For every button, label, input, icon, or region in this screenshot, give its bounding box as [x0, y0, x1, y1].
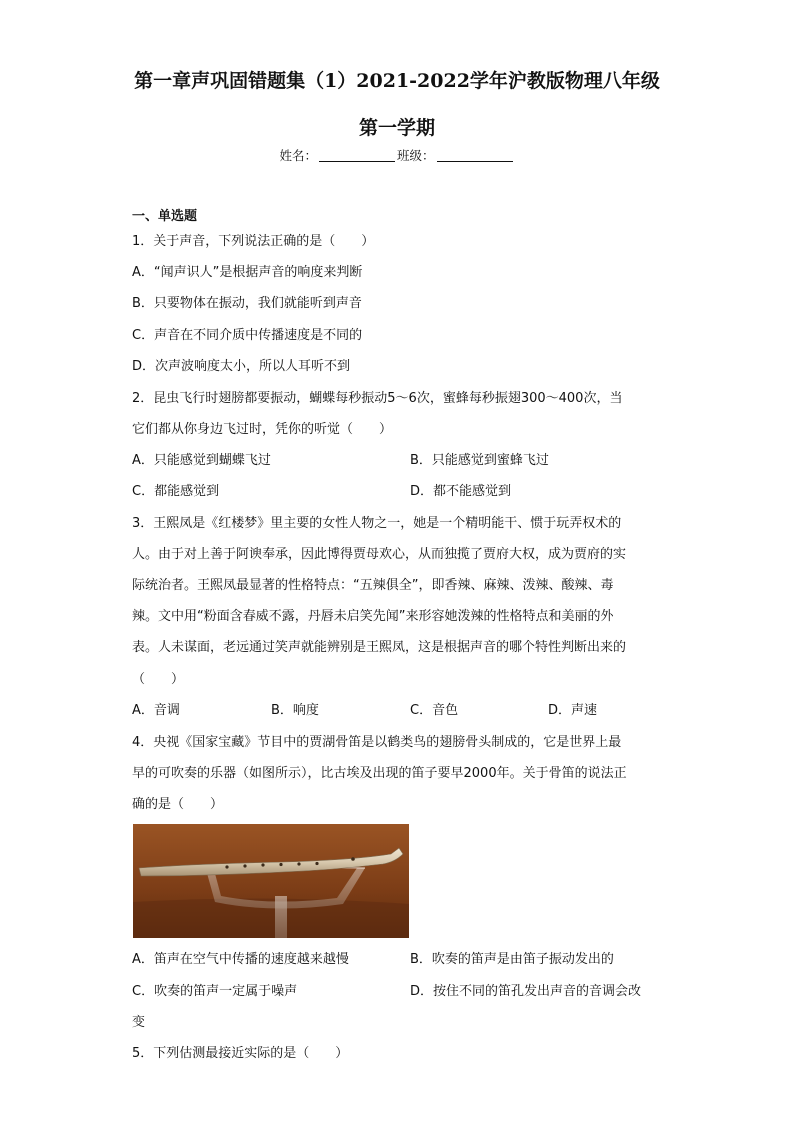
question-4-option-b: B．吹奏的笛声是由笛子振动发出的	[410, 952, 614, 967]
name-blank[interactable]	[319, 149, 395, 162]
bone-flute-photo	[133, 824, 409, 938]
bone-flute-illustration	[133, 824, 409, 938]
question-3-stem-line-3: 际统治者。王熙凤最显著的性格特点：“五辣俱全”，即香辣、麻辣、泼辣、酸辣、毒	[132, 578, 614, 593]
question-4-option-d: D．按住不同的笛孔发出声音的音调会改	[410, 984, 642, 999]
document-title-continued: 第一学期	[358, 117, 435, 139]
class-blank[interactable]	[437, 149, 513, 162]
document-title: 第一章声巩固错题集（1）2021-2022学年沪教版物理八年级	[134, 70, 660, 92]
question-3-option-d: D．声速	[548, 703, 598, 718]
question-4-option-d-continued: 变	[132, 1015, 146, 1030]
question-1-option-a: A．“闻声识人”是根据声音的响度来判断	[132, 265, 363, 280]
question-4-stem-line-1: 4．央视《国家宝藏》节目中的贾湖骨笛是以鹤类鸟的翅膀骨头制成的，它是世界上最	[132, 735, 622, 750]
question-2-stem-line-2: 它们都从你身边飞过时，凭你的听觉（ ）	[132, 422, 393, 437]
question-3-stem-line-6: （ ）	[132, 672, 185, 687]
question-3-stem-line-1: 3．王熙凤是《红楼梦》里主要的女性人物之一，她是一个精明能干、惯于玩弄权术的	[132, 516, 622, 531]
question-1-option-d: D．次声波响度太小，所以人耳听不到	[132, 359, 351, 374]
question-2-option-c: C．都能感觉到	[132, 484, 220, 499]
question-2-option-b: B．只能感觉到蜜蜂飞过	[410, 453, 549, 468]
student-info-line	[0, 146, 794, 164]
question-2-option-d: D．都不能感觉到	[410, 484, 512, 499]
question-4-stem-line-3: 确的是（ ）	[132, 797, 224, 812]
question-1-option-b: B．只要物体在振动，我们就能听到声音	[132, 296, 362, 311]
question-1-stem: 1．关于声音，下列说法正确的是（ ）	[132, 234, 375, 249]
question-4-option-a: A．笛声在空气中传播的速度越来越慢	[132, 952, 349, 967]
question-3-stem-line-4: 辣。文中用“粉面含春威不露，丹唇未启笑先闻”来形容她泼辣的性格特点和美丽的外	[132, 609, 614, 624]
question-4-stem-line-2: 早的可吹奏的乐器（如图所示），比古埃及出现的笛子要早2000年。关于骨笛的说法正	[132, 766, 627, 781]
class-label: 班级：	[397, 148, 435, 163]
name-label: 姓名：	[279, 148, 317, 163]
question-3-option-c: C．音色	[410, 703, 459, 718]
question-3-option-a: A．音调	[132, 703, 180, 718]
question-3-stem-line-2: 人。由于对上善于阿谀奉承，因此博得贾母欢心，从而独揽了贾府大权，成为贾府的实	[132, 547, 627, 562]
question-2-stem-line-1: 2．昆虫飞行时翅膀都要振动，蝴蝶每秒振动5～6次，蜜蜂每秒振翅300～400次，当	[132, 391, 623, 406]
question-3-stem-line-5: 表。人未谋面，老远通过笑声就能辨别是王熙凤，这是根据声音的哪个特性判断出来的	[132, 640, 627, 655]
question-1-option-c: C．声音在不同介质中传播速度是不同的	[132, 328, 363, 343]
question-3-option-b: B．响度	[271, 703, 319, 718]
section-heading: 一、单选题	[132, 209, 198, 224]
question-2-option-a: A．只能感觉到蝴蝶飞过	[132, 453, 271, 468]
question-5-stem: 5．下列估测最接近实际的是（ ）	[132, 1046, 349, 1061]
question-4-option-c: C．吹奏的笛声一定属于噪声	[132, 984, 298, 999]
